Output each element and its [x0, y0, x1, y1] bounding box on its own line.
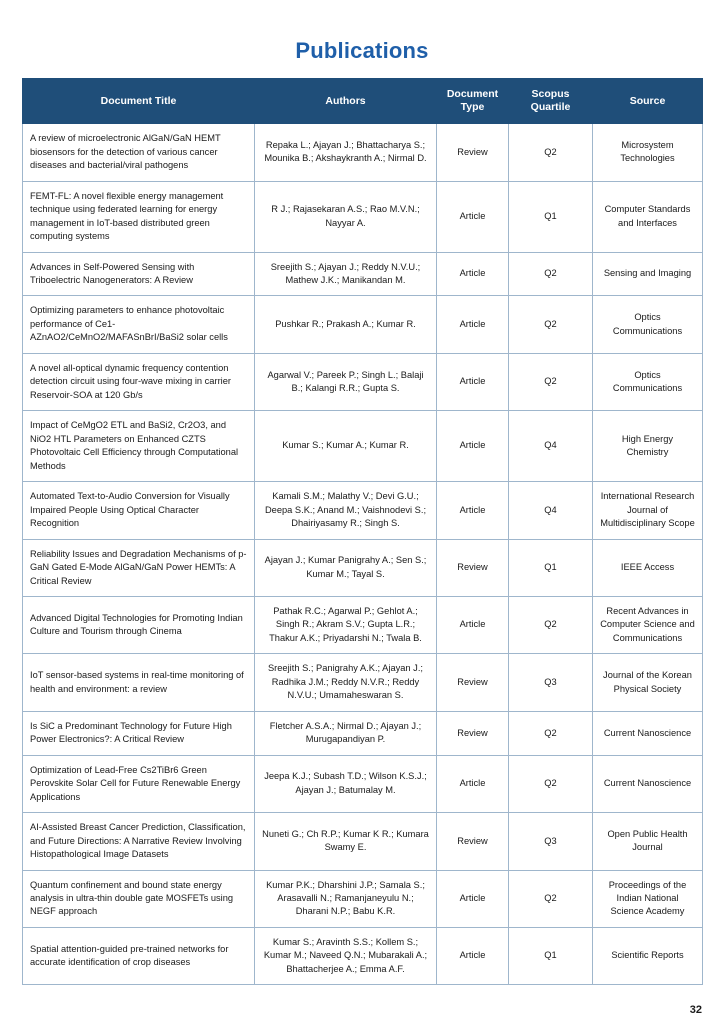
cell-source: Microsystem Technologies — [593, 124, 703, 181]
cell-source: Optics Communications — [593, 296, 703, 353]
cell-source: Scientific Reports — [593, 927, 703, 984]
cell-authors: Sreejith S.; Ajayan J.; Reddy N.V.U.; Mathew J.K.; Manikandan M. — [255, 252, 437, 296]
column-header-document-title: Document Title — [23, 79, 255, 124]
cell-document-title: Quantum confinement and bound state energy analysis in ultra-thin double gate MOSFETs using NEGF approach — [23, 870, 255, 927]
cell-scopus-quartile: Q2 — [509, 353, 593, 410]
table-row — [23, 353, 703, 410]
table-row — [23, 711, 703, 755]
cell-document-title: Optimizing parameters to enhance photovoltaic performance of Ce1-AZnAO2/CeMnO2/MAFASnBrI/BaSi2 solar cells — [23, 296, 255, 353]
cell-authors: Kamali S.M.; Malathy V.; Devi G.U.; Deepa S.K.; Anand M.; Vaishnodevi S.; Dhairiyasamy R.; Singh S. — [255, 482, 437, 539]
cell-document-type: Review — [437, 813, 509, 870]
cell-document-title: AI-Assisted Breast Cancer Prediction, Classification, and Future Directions: A Narrative Review Involving Histopathological Image Datasets — [23, 813, 255, 870]
cell-document-type: Article — [437, 411, 509, 482]
cell-document-title: Optimization of Lead-Free Cs2TiBr6 Green Perovskite Solar Cell for Future Renewable Energy Applications — [23, 755, 255, 812]
cell-document-type: Review — [437, 539, 509, 596]
publications-table — [22, 78, 703, 985]
table-row — [23, 654, 703, 711]
cell-scopus-quartile: Q2 — [509, 124, 593, 181]
cell-document-title: A novel all-optical dynamic frequency contention detection circuit using four-wave mixing in carrier Reservoir-SOA at 120 Gb/s — [23, 353, 255, 410]
column-header-authors: Authors — [255, 79, 437, 124]
cell-scopus-quartile: Q2 — [509, 252, 593, 296]
cell-document-type: Review — [437, 654, 509, 711]
cell-document-type: Article — [437, 482, 509, 539]
cell-authors: Fletcher A.S.A.; Nirmal D.; Ajayan J.; Murugapandiyan P. — [255, 711, 437, 755]
table-body — [23, 124, 703, 985]
table-header-row — [23, 79, 703, 124]
cell-scopus-quartile: Q2 — [509, 870, 593, 927]
cell-source: Open Public Health Journal — [593, 813, 703, 870]
table-row — [23, 539, 703, 596]
cell-scopus-quartile: Q4 — [509, 411, 593, 482]
cell-authors: Kumar P.K.; Dharshini J.P.; Samala S.; Arasavalli N.; Ramanjaneyulu N.; Dharani N.P.; Babu K.R. — [255, 870, 437, 927]
cell-scopus-quartile: Q1 — [509, 181, 593, 252]
cell-authors: Agarwal V.; Pareek P.; Singh L.; Balaji B.; Kalangi R.R.; Gupta S. — [255, 353, 437, 410]
cell-authors: Repaka L.; Ajayan J.; Bhattacharya S.; Mounika B.; Akshaykranth A.; Nirmal D. — [255, 124, 437, 181]
cell-document-title: Advances in Self-Powered Sensing with Triboelectric Nanogenerators: A Review — [23, 252, 255, 296]
cell-document-type: Article — [437, 755, 509, 812]
cell-authors: R J.; Rajasekaran A.S.; Rao M.V.N.; Nayyar A. — [255, 181, 437, 252]
table-row — [23, 124, 703, 181]
cell-document-type: Article — [437, 927, 509, 984]
page-title: Publications — [295, 38, 429, 63]
column-header-scopus-quartile: Scopus Quartile — [509, 79, 593, 124]
cell-document-title: Automated Text-to-Audio Conversion for Visually Impaired People Using Optical Character Recognition — [23, 482, 255, 539]
cell-document-type: Article — [437, 596, 509, 653]
table-row — [23, 813, 703, 870]
page-number: 32 — [689, 1004, 702, 1016]
cell-scopus-quartile: Q3 — [509, 654, 593, 711]
cell-document-type: Review — [437, 124, 509, 181]
table-row — [23, 755, 703, 812]
cell-document-type: Article — [437, 353, 509, 410]
cell-source: Recent Advances in Computer Science and Communications — [593, 596, 703, 653]
cell-source: Proceedings of the Indian National Science Academy — [593, 870, 703, 927]
cell-source: Current Nanoscience — [593, 711, 703, 755]
cell-source: Current Nanoscience — [593, 755, 703, 812]
cell-scopus-quartile: Q2 — [509, 296, 593, 353]
table-row — [23, 252, 703, 296]
cell-document-type: Article — [437, 870, 509, 927]
cell-authors: Sreejith S.; Panigrahy A.K.; Ajayan J.; Radhika J.M.; Reddy N.V.R.; Reddy N.V.U.; Umamaheswaran S. — [255, 654, 437, 711]
cell-authors: Ajayan J.; Kumar Panigrahy A.; Sen S.; Kumar M.; Tayal S. — [255, 539, 437, 596]
cell-authors: Kumar S.; Kumar A.; Kumar R. — [255, 411, 437, 482]
table-row — [23, 411, 703, 482]
cell-authors: Pushkar R.; Prakash A.; Kumar R. — [255, 296, 437, 353]
cell-document-title: FEMT-FL: A novel flexible energy management technique using federated learning for energy management in IoT-based distributed green computing systems — [23, 181, 255, 252]
cell-authors: Jeepa K.J.; Subash T.D.; Wilson K.S.J.; Ajayan J.; Batumalay M. — [255, 755, 437, 812]
cell-source: Optics Communications — [593, 353, 703, 410]
cell-document-title: Advanced Digital Technologies for Promoting Indian Culture and Tourism through Cinema — [23, 596, 255, 653]
cell-scopus-quartile: Q2 — [509, 755, 593, 812]
cell-source: Sensing and Imaging — [593, 252, 703, 296]
cell-source: Computer Standards and Interfaces — [593, 181, 703, 252]
cell-authors: Kumar S.; Aravinth S.S.; Kollem S.; Kumar M.; Naveed Q.N.; Mubarakali A.; Bhattacherjee A.; Emma A.F. — [255, 927, 437, 984]
cell-document-title: A review of microelectronic AlGaN/GaN HEMT biosensors for the detection of various cancer diseases and bacterial/viral pathogens — [23, 124, 255, 181]
column-header-document-type: Document Type — [437, 79, 509, 124]
cell-authors: Nuneti G.; Ch R.P.; Kumar K R.; Kumara Swamy E. — [255, 813, 437, 870]
table-row — [23, 296, 703, 353]
table-row — [23, 482, 703, 539]
cell-document-type: Review — [437, 711, 509, 755]
cell-scopus-quartile: Q1 — [509, 539, 593, 596]
cell-source: Journal of the Korean Physical Society — [593, 654, 703, 711]
cell-scopus-quartile: Q1 — [509, 927, 593, 984]
table-row — [23, 927, 703, 984]
cell-scopus-quartile: Q2 — [509, 596, 593, 653]
cell-document-title: Impact of CeMgO2 ETL and BaSi2, Cr2O3, and NiO2 HTL Parameters on Enhanced CZTS Photovoltaic Cell Efficiency through Computational Methods — [23, 411, 255, 482]
table-row — [23, 870, 703, 927]
cell-document-type: Article — [437, 252, 509, 296]
cell-document-title: Reliability Issues and Degradation Mechanisms of p-GaN Gated E-Mode AlGaN/GaN Power HEMTs: A Critical Review — [23, 539, 255, 596]
cell-scopus-quartile: Q3 — [509, 813, 593, 870]
cell-scopus-quartile: Q2 — [509, 711, 593, 755]
cell-document-type: Article — [437, 181, 509, 252]
cell-document-title: IoT sensor-based systems in real-time monitoring of health and environment: a review — [23, 654, 255, 711]
cell-document-title: Is SiC a Predominant Technology for Future High Power Electronics?: A Critical Review — [23, 711, 255, 755]
cell-scopus-quartile: Q4 — [509, 482, 593, 539]
cell-authors: Pathak R.C.; Agarwal P.; Gehlot A.; Singh R.; Akram S.V.; Gupta L.R.; Thakur A.K.; Priyadarshi N.; Twala B. — [255, 596, 437, 653]
cell-source: IEEE Access — [593, 539, 703, 596]
table-header — [23, 79, 703, 124]
table-row — [23, 181, 703, 252]
cell-source: International Research Journal of Multidisciplinary Scope — [593, 482, 703, 539]
column-header-source: Source — [593, 79, 703, 124]
cell-source: High Energy Chemistry — [593, 411, 703, 482]
cell-document-title: Spatial attention-guided pre-trained networks for accurate identification of crop diseases — [23, 927, 255, 984]
cell-document-type: Article — [437, 296, 509, 353]
table-row — [23, 596, 703, 653]
